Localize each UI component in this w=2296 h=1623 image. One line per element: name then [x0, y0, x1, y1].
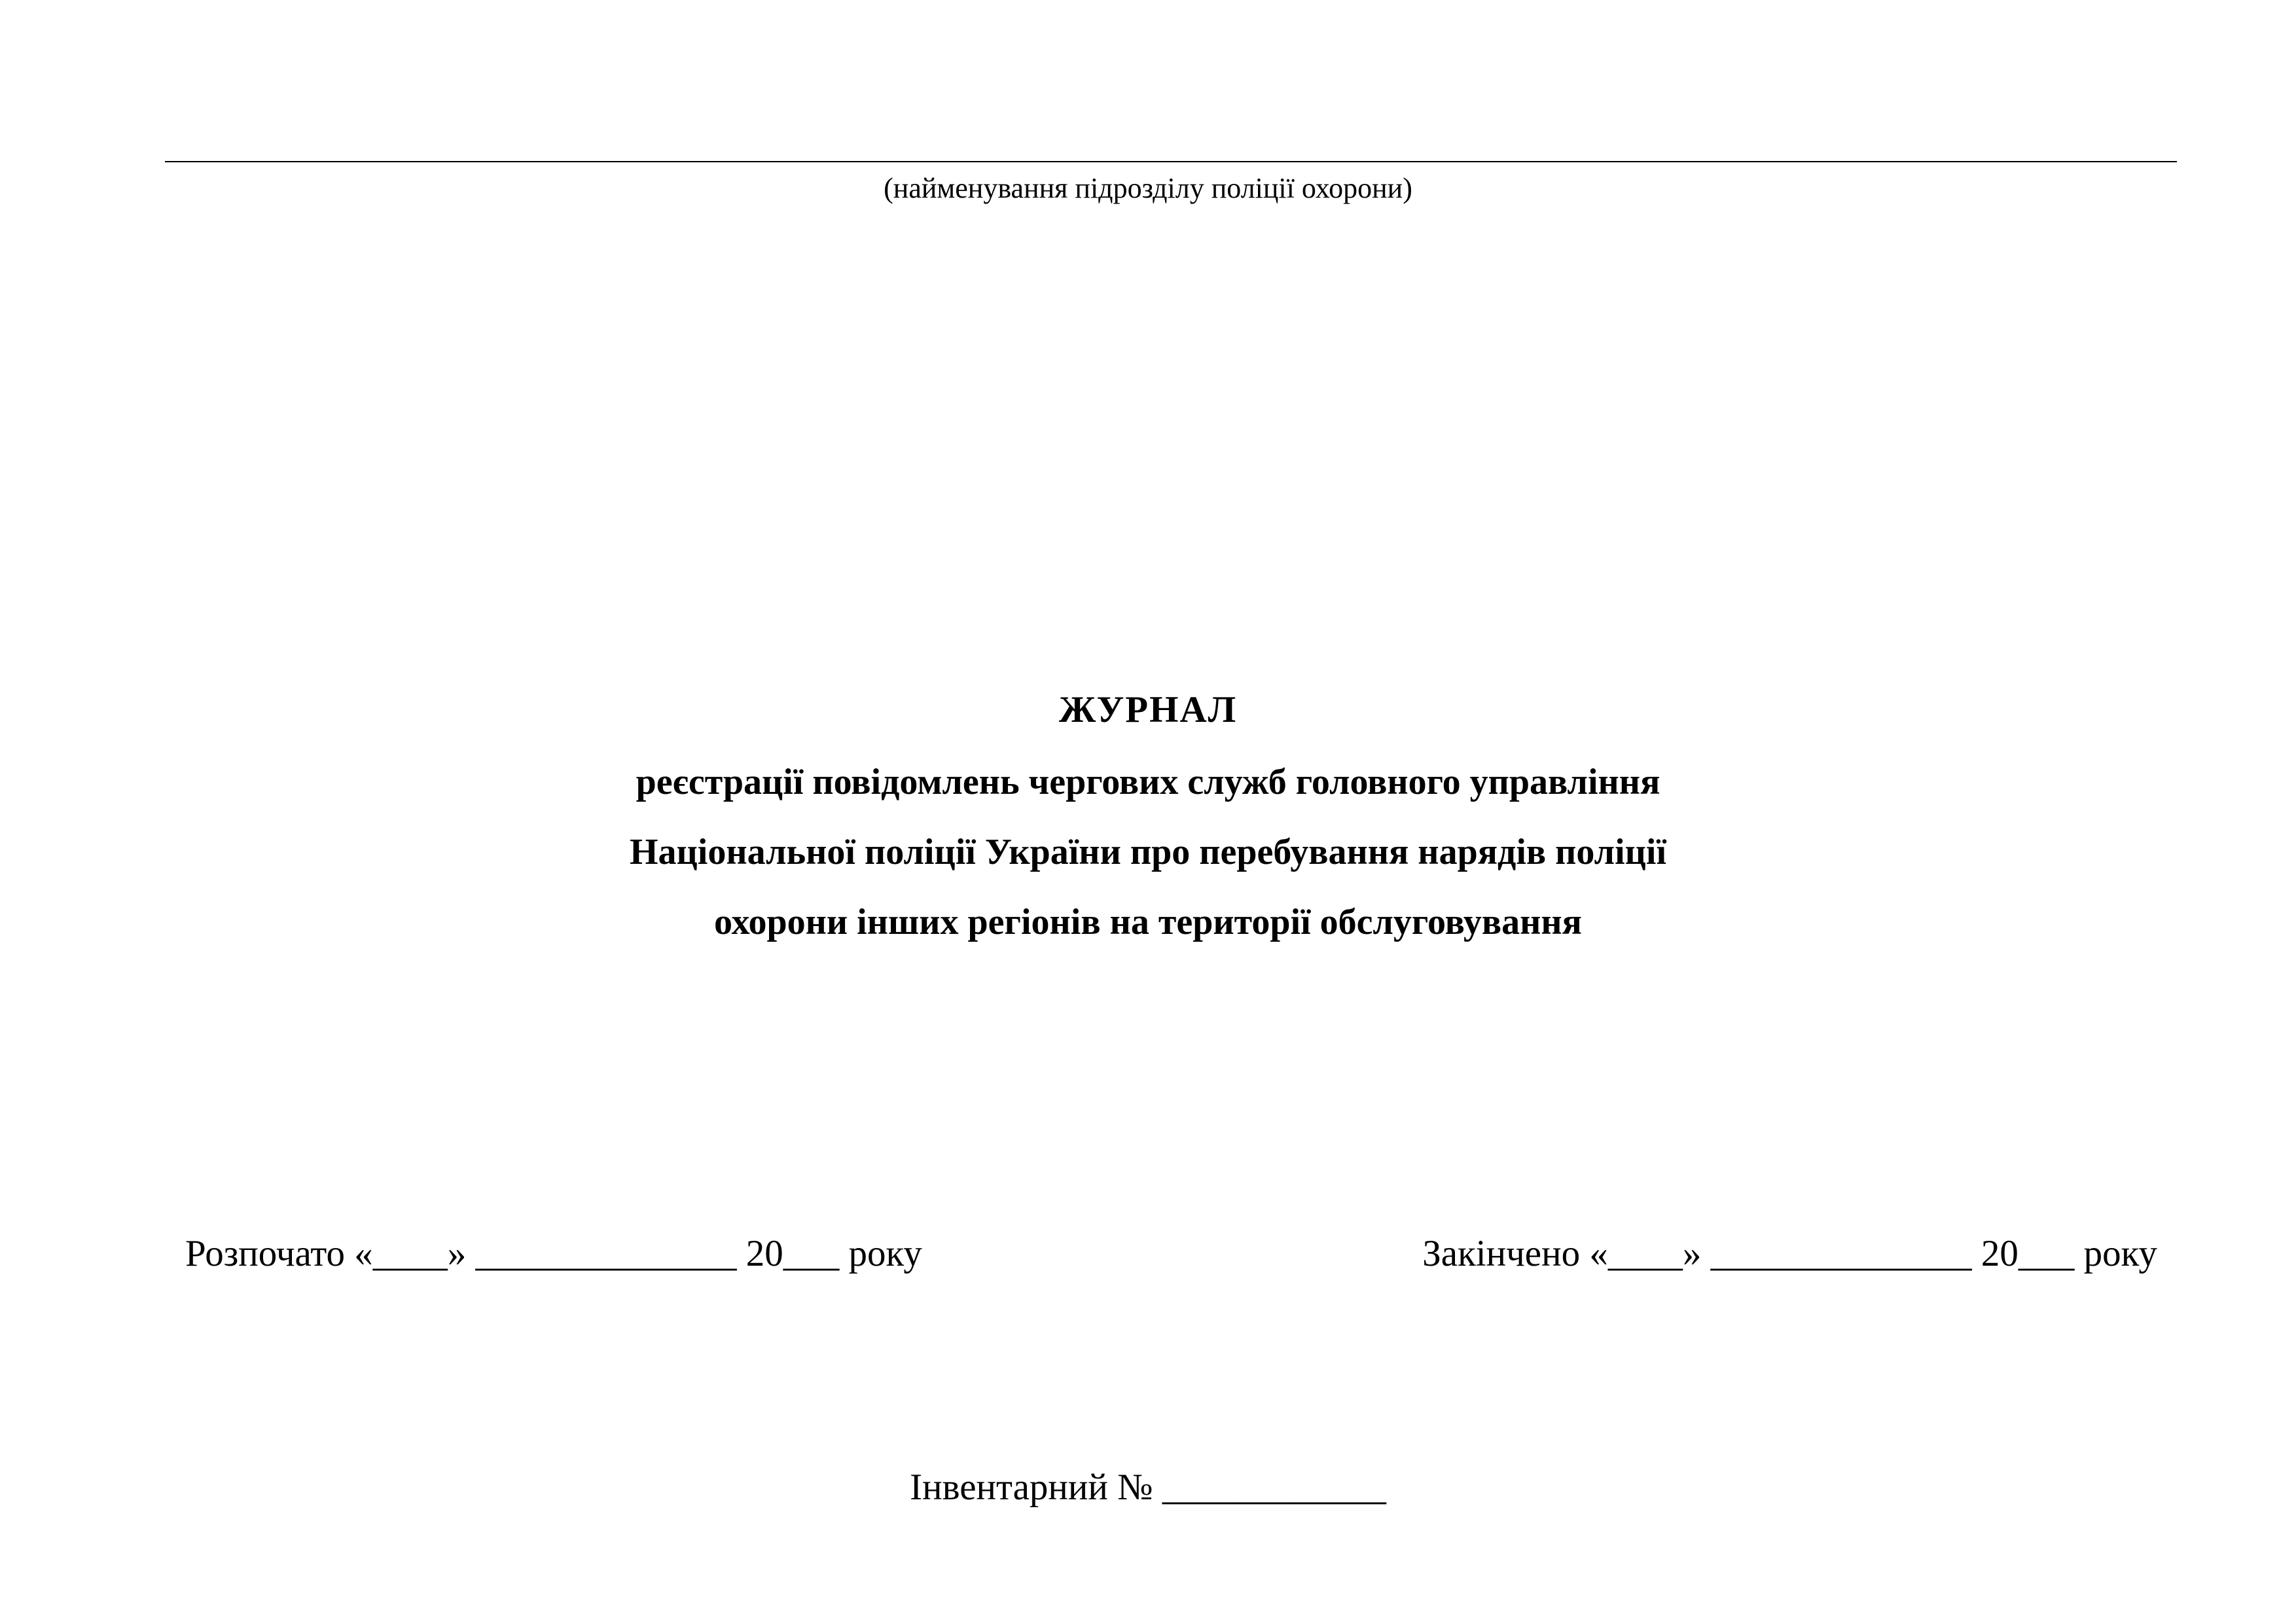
dates-row — [185, 1228, 2157, 1280]
document-subtitle-line-3: охорони інших регіонів на території обслуговування — [714, 902, 1582, 942]
inventory-number-field: Інвентарний № ____________ — [910, 1467, 1386, 1508]
document-subtitle-line-1: реєстрації повідомлень чергових служб головного управління — [636, 762, 1660, 802]
document-title: ЖУРНАЛ — [1058, 689, 1238, 730]
end-date-field: Закінчено «____» ______________ 20___ року — [1422, 1233, 2157, 1274]
document-subtitle-line-2: Національної поліції України про перебування нарядів поліції — [629, 832, 1667, 872]
document-title-block — [0, 681, 2296, 957]
unit-name-line — [165, 161, 2177, 162]
unit-name-caption: (найменування підрозділу поліції охорони) — [884, 172, 1412, 204]
start-date-field: Розпочато «____» ______________ 20___ року — [185, 1233, 922, 1274]
